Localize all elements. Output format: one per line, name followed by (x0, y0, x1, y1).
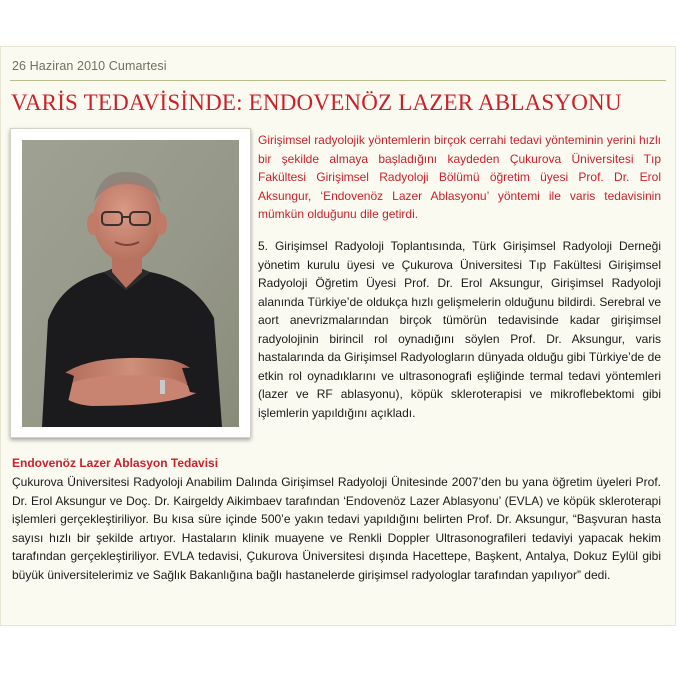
post-date: 26 Haziran 2010 Cumartesi (12, 59, 167, 73)
portrait-image (22, 140, 239, 427)
body-paragraph: 5. Girişimsel Radyoloji Toplantısında, Türk Girişimsel Radyoloji Derneği yönetim kurulu üyesi ve Çukurova Üniversitesi Tıp Fakültesi Girişimsel Radyoloji Öğretim Üyesi Prof. Dr. Erol Aksungur, Girişimsel Radyoloji alanında Türkiye’de oldukça hızlı gelişmelerin olduğunu bildirdi. Serebral ve aort anevrizmalarından birçok tümörün tedavisinde kadar girişimsel radyolojinin birincil rol oynadığını söylen Prof. Dr. Aksungur, varis hastalarında da Girişimsel Radyologların dünyada olduğu gibi Türkiye’de de etkin rol oynadıklarını ve ultrasonografi eşliğinde termal tedavi yöntemleri (lazer ve RF ablasyonu), köpük skleroterapisi ve mikroflebektomi gibi işlemlerin yapıldığını açıkladı. (258, 239, 661, 420)
intro-paragraph: Girişimsel radyolojik yöntemlerin birçok cerrahi tedavi yönteminin yerini hızlı bir şekilde almaya başladığını kaydeden Çukurova Üniversitesi Tıp Fakültesi Girişimsel Radyoloji Bölümü öğretim üyesi Prof. Dr. Erol Aksungur, ‘Endovenöz Lazer Ablasyonu’ yöntemi ile varis tedavisinin mümkün olduğunu dile getirdi. (258, 133, 661, 221)
portrait-photo (10, 128, 251, 438)
section-heading: Endovenöz Lazer Ablasyon Tedavisi (12, 456, 219, 470)
section-paragraph: Çukurova Üniversitesi Radyoloji Anabilim Dalında Girişimsel Radyoloji Ünitesinde 2007’den bu yana öğretim üyeleri Prof. Dr. Erol Aksungur ve Doç. Dr. Kairgeldy Aikimbaev tarafından ‘Endovenöz Lazer Ablasyonu’ (EVLA) ve köpük skleroterapi işlemleri gerçekleştiriliyor. Bu kısa süre içinde 500’e yakın tedavi yapıldığını belirten Prof. Dr. Aksungur, “Başvuran hasta sayısı hızlı bir şekilde artıyor. Hastaların klinik muayene ve Renkli Doppler Ultrasonografileri tedaviyi yapacak hekim tarafından gerçekleştiriliyor. EVLA tedavisi, Çukurova Üniversitesi dışında Hacettepe, Başkent, Antalya, Dokuz Eylül gibi büyük üniversitelerimiz ve Sağlık Bakanlığına bağlı hastanelerde girişimsel radyologlar tarafından yapılıyor” dedi. (12, 475, 661, 582)
divider (10, 80, 666, 81)
post-title: VARİS TEDAVİSİNDE: ENDOVENÖZ LAZER ABLASYONU (11, 90, 622, 115)
